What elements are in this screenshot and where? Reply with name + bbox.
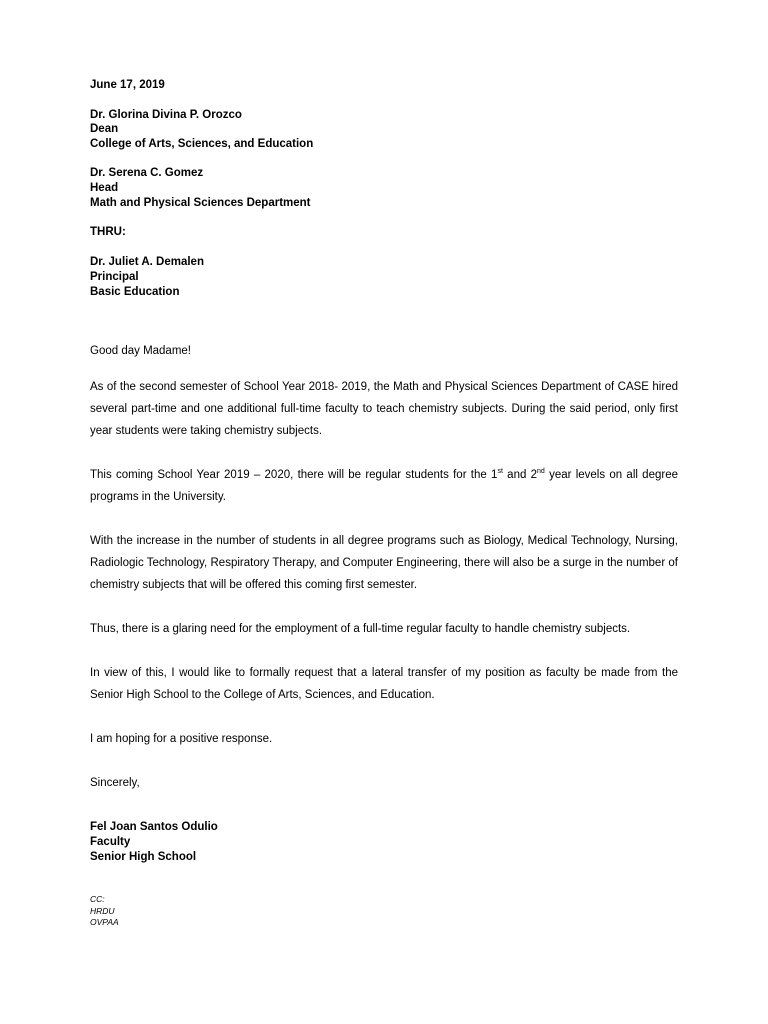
paragraph-2-text-before: This coming School Year 2019 – 2020, there will be regular students for the 1 <box>90 469 498 481</box>
thru-label: THRU: <box>90 226 126 238</box>
paragraph-6: I am hoping for a positive response. <box>90 733 273 745</box>
paragraph-3: With the increase in the number of students in all degree programs such as Biology, Medical Technology, Nursing, Radiologic Technology, Respiratory Therapy, and Computer Engineering, there will also be a surge in the number of chemistry subjects that will be offered this coming first semester. <box>90 535 678 591</box>
paragraph-5: In view of this, I would like to formally request that a lateral transfer of my position as faculty be made from the Senior High School to the College of Arts, Sciences, and Education. <box>90 667 678 701</box>
recipient-title: Head <box>90 182 119 194</box>
superscript-nd: nd <box>537 468 545 476</box>
greeting: Good day Madame! <box>90 345 192 357</box>
letter-date: June 17, 2019 <box>90 79 165 91</box>
superscript-st: st <box>497 468 503 476</box>
paragraph-2-text-middle: and 2 <box>502 469 538 481</box>
paragraph-2-text-after: year levels on all degree programs in the University. <box>90 469 678 503</box>
sender-title: Faculty <box>90 836 131 848</box>
sender-office: Senior High School <box>90 851 197 863</box>
recipient-office: College of Arts, Sciences, and Education <box>90 138 314 150</box>
paragraph-4: Thus, there is a glaring need for the employment of a full-time regular faculty to handle chemistry subjects. <box>90 623 631 635</box>
closing: Sincerely, <box>90 777 140 789</box>
thru-name: Dr. Juliet A. Demalen <box>90 256 204 268</box>
thru-title: Principal <box>90 271 139 283</box>
recipient-title: Dean <box>90 123 119 135</box>
cc-item: HRDU <box>90 906 115 916</box>
cc-label: CC: <box>90 894 105 904</box>
recipient-office: Math and Physical Sciences Department <box>90 197 311 209</box>
paragraph-1: As of the second semester of School Year 2018- 2019, the Math and Physical Sciences Department of CASE hired several part-time and one additional full-time faculty to teach chemistry subjects. During the said period, only first year students were taking chemistry subjects. <box>90 381 678 437</box>
recipient-name: Dr. Serena C. Gomez <box>90 167 204 179</box>
cc-item: OVPAA <box>90 917 119 927</box>
thru-office: Basic Education <box>90 286 180 298</box>
letter-page <box>90 0 678 1024</box>
recipient-name: Dr. Glorina Divina P. Orozco <box>90 109 242 121</box>
paragraph-2 <box>90 464 678 508</box>
sender-name: Fel Joan Santos Odulio <box>90 821 218 833</box>
